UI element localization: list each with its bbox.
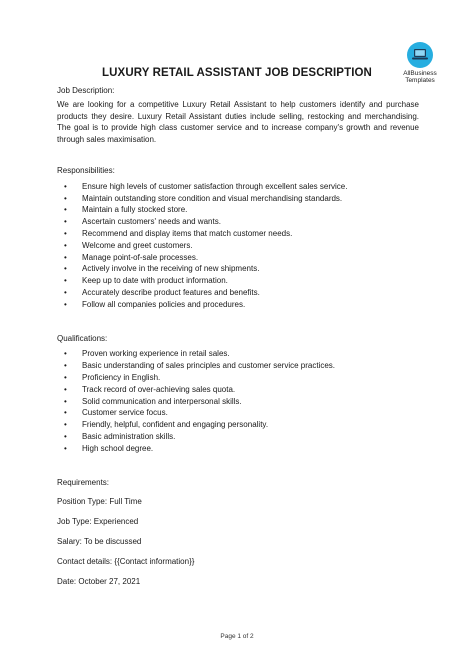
- list-item: • Proven working experience in retail sales.: [64, 348, 419, 360]
- list-item: • Solid communication and interpersonal skills.: [64, 396, 419, 408]
- list-item: • Ensure high levels of customer satisfaction through excellent sales service.: [64, 181, 419, 193]
- list-item: • Friendly, helpful, confident and engaging personality.: [64, 419, 419, 431]
- list-item: • Accurately describe product features and benefits.: [64, 287, 419, 299]
- job-description-text: We are looking for a competitive Luxury Retail Assistant to help customers identify and purchase products they desire. Luxury Retail Assistant duties include selling, restocking and merchandising. The goal is to provide high class customer service and to increase company's growth and revenue through sales maximisation.: [57, 99, 419, 145]
- requirements-section: [57, 477, 419, 588]
- list-item: • Maintain a fully stocked store.: [64, 204, 419, 216]
- list-item: • Actively involve in the receiving of new shipments.: [64, 263, 419, 275]
- page-number: Page 1 of 2: [220, 633, 254, 640]
- job-description-label: Job Description:: [57, 86, 115, 95]
- list-item: • Basic understanding of sales principles and customer service practices.: [64, 360, 419, 372]
- list-item: • Maintain outstanding store condition and visual merchandising standards.: [64, 193, 419, 205]
- document-body: [57, 85, 419, 595]
- logo-line-2: Templates: [405, 77, 435, 84]
- list-item: • Basic administration skills.: [64, 431, 419, 443]
- qualifications-label: Qualifications:: [57, 333, 108, 343]
- list-item: • Proficiency in English.: [64, 372, 419, 384]
- page-title: LUXURY RETAIL ASSISTANT JOB DESCRIPTION: [102, 67, 372, 79]
- responsibilities-list: [57, 181, 419, 311]
- job-description-section: [57, 85, 419, 146]
- list-item: • Keep up to date with product information.: [64, 275, 419, 287]
- responsibilities-section: [57, 165, 419, 311]
- job-type: Job Type: Experienced: [57, 517, 139, 527]
- position-type: Position Type: Full Time: [57, 497, 142, 507]
- list-item: • Customer service focus.: [64, 407, 419, 419]
- list-item: • Welcome and greet customers.: [64, 240, 419, 252]
- laptop-icon: [407, 42, 433, 68]
- list-item: • Ascertain customers' needs and wants.: [64, 216, 419, 228]
- list-item: • High school degree.: [64, 443, 419, 455]
- list-item: • Recommend and display items that match customer needs.: [64, 228, 419, 240]
- contact-details: Contact details: {{Contact information}}: [57, 556, 195, 566]
- list-item: • Manage point-of-sale processes.: [64, 252, 419, 264]
- document-date: Date: October 27, 2021: [57, 576, 141, 586]
- logo-line-1: AllBusiness: [403, 70, 437, 77]
- responsibilities-label: Responsibilities:: [57, 165, 115, 175]
- requirements-label: Requirements:: [57, 477, 110, 487]
- qualifications-list: [57, 348, 419, 454]
- list-item: • Follow all companies policies and procedures.: [64, 299, 419, 311]
- salary: Salary: To be discussed: [57, 536, 142, 546]
- qualifications-section: [57, 333, 419, 455]
- list-item: • Track record of over-achieving sales quota.: [64, 384, 419, 396]
